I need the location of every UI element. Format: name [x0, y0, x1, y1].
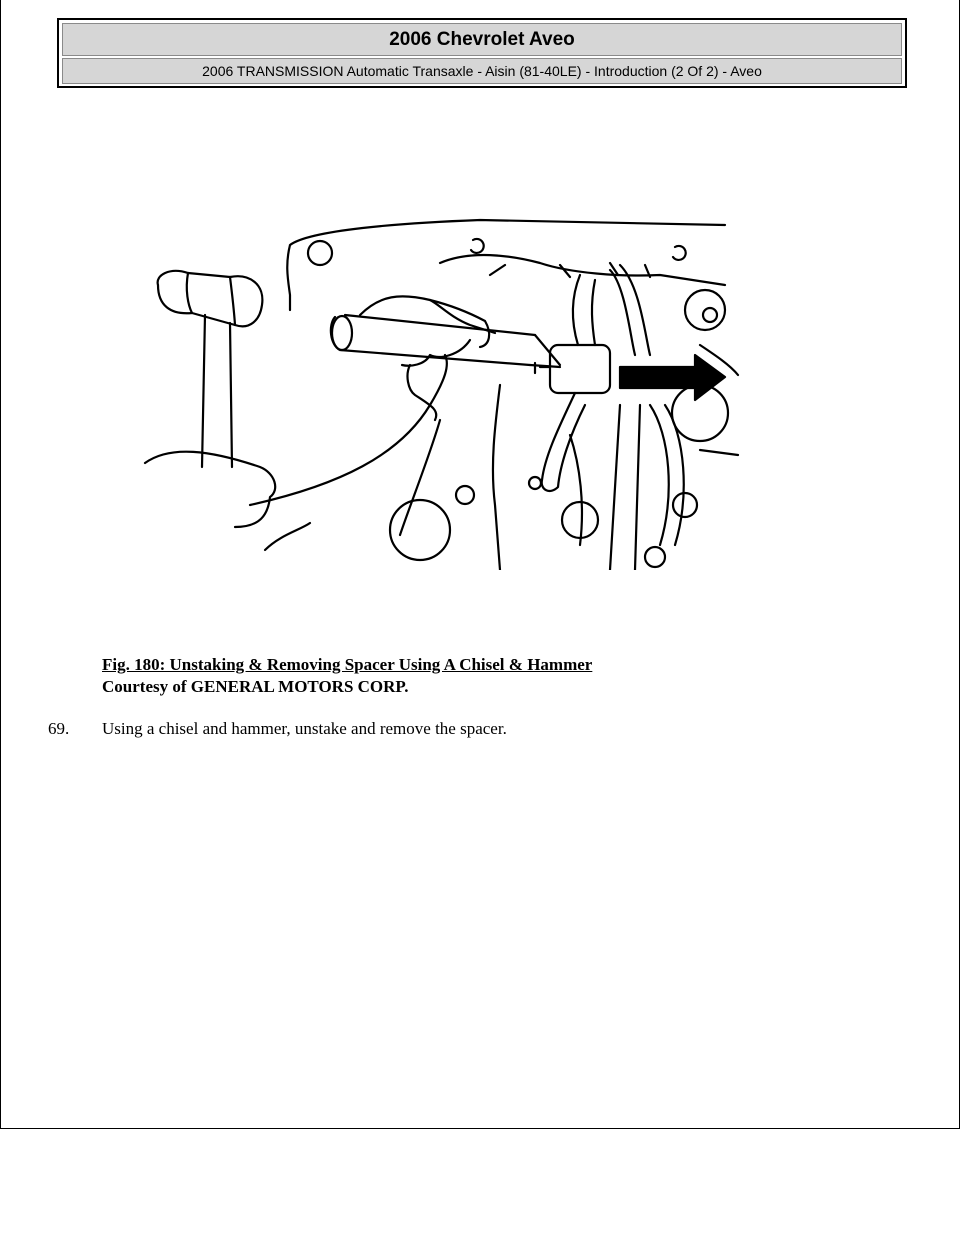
figure-caption-title: Fig. 180: Unstaking & Removing Spacer Using A Chisel & Hammer	[102, 655, 593, 674]
figure-illustration	[140, 205, 740, 570]
figure-caption	[102, 654, 592, 698]
step-text: Using a chisel and hammer, unstake and remove the spacer.	[102, 719, 507, 738]
document-header	[57, 18, 907, 88]
figure-caption-credit: Courtesy of GENERAL MOTORS CORP.	[102, 677, 409, 696]
section-title: 2006 TRANSMISSION Automatic Transaxle - Aisin (81-40LE) - Introduction (2 Of 2) - Aveo	[62, 58, 902, 84]
step-number: 69.	[48, 719, 70, 738]
procedure-step	[48, 718, 507, 740]
vehicle-title: 2006 Chevrolet Aveo	[62, 23, 902, 56]
